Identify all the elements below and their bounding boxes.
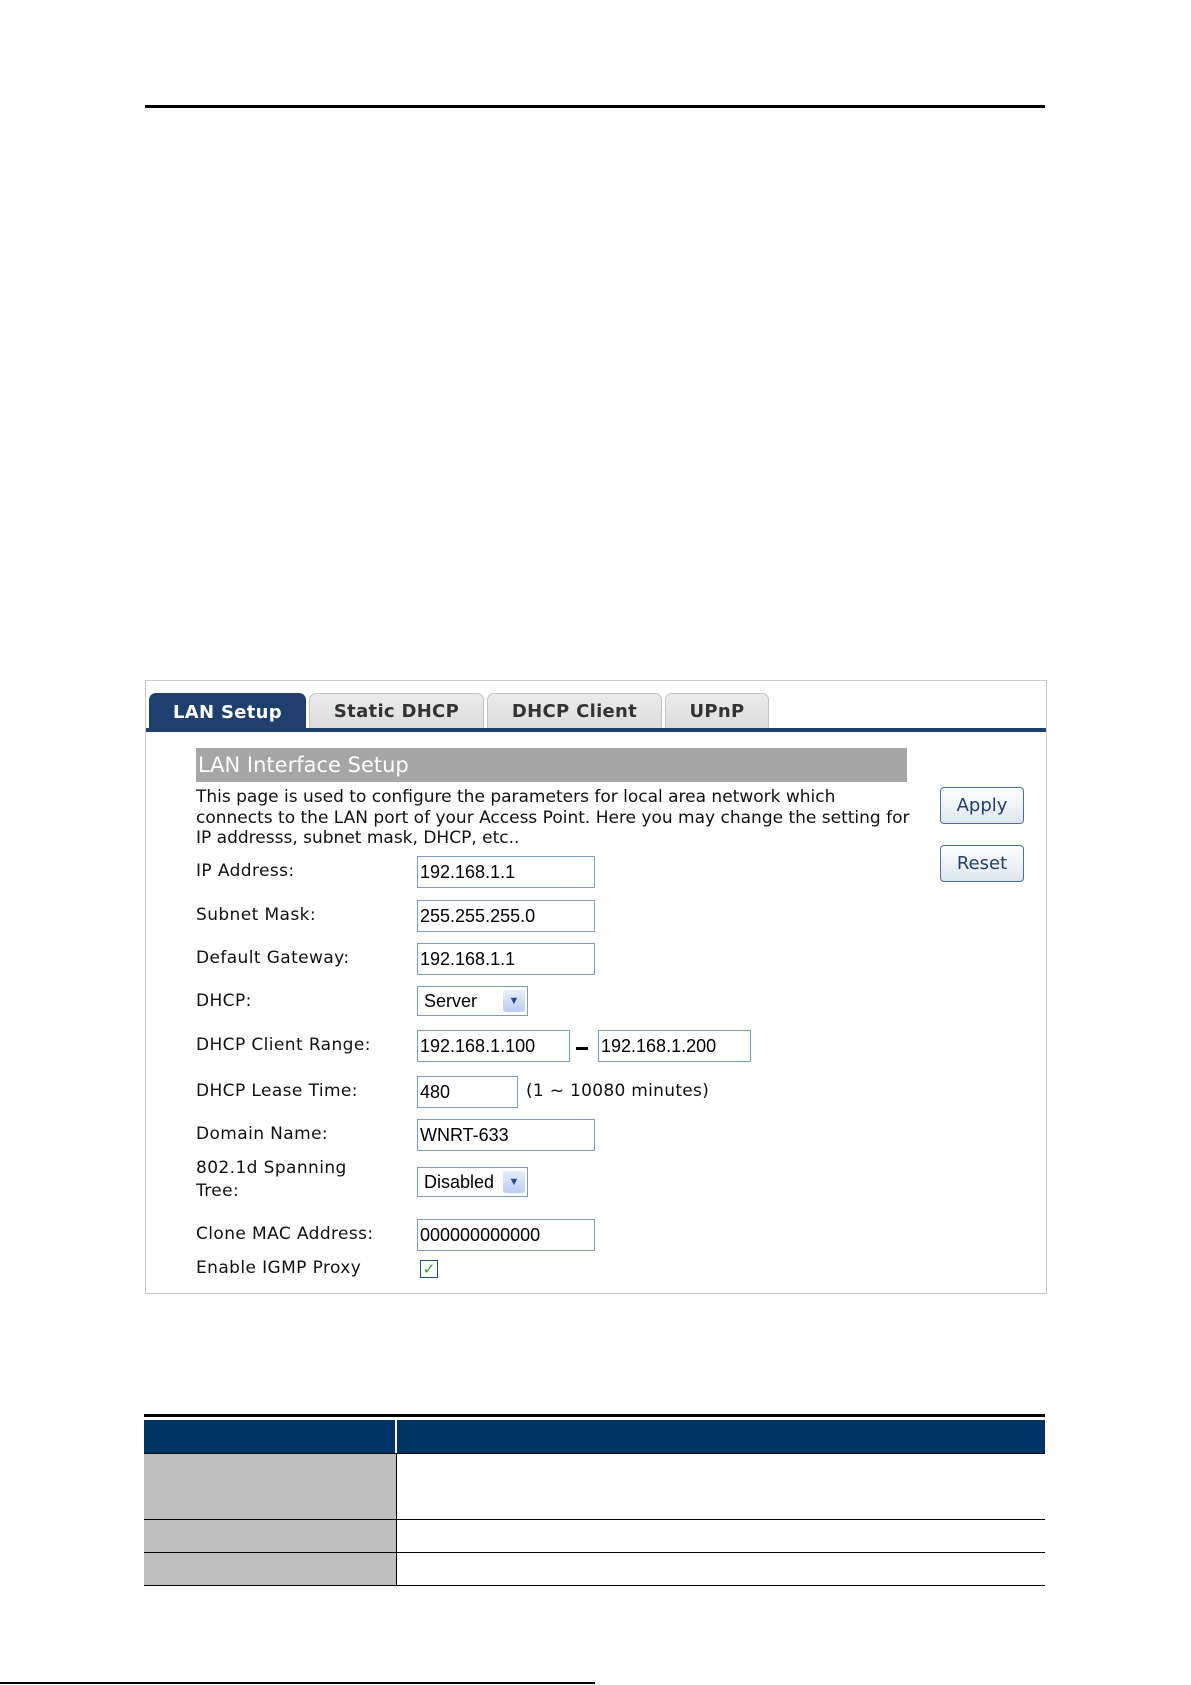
dhcp-label: DHCP:: [196, 991, 252, 1011]
tab-upnp[interactable]: UPnP: [665, 693, 769, 729]
default-gateway-input[interactable]: 192.168.1.1: [417, 943, 595, 975]
lease-time-hint: (1 ~ 10080 minutes): [526, 1081, 710, 1101]
dhcp-range-start-input[interactable]: 192.168.1.100: [417, 1030, 570, 1062]
table-col-divider: [396, 1553, 397, 1585]
reset-button[interactable]: Reset: [940, 845, 1024, 882]
default-gateway-label: Default Gateway:: [196, 948, 350, 968]
subnet-mask-label: Subnet Mask:: [196, 905, 316, 925]
spanning-tree-label-line1: 802.1d Spanning: [196, 1158, 347, 1178]
tab-dhcp-client[interactable]: DHCP Client: [487, 693, 662, 729]
chevron-down-icon[interactable]: ▼: [503, 990, 525, 1012]
spanning-tree-label-line2: Tree:: [196, 1181, 240, 1201]
footnote-rule: [0, 1682, 595, 1684]
table-bottom-rule: [144, 1585, 1045, 1586]
table-row: [144, 1454, 396, 1519]
section-title: LAN Interface Setup: [196, 748, 907, 782]
spanning-tree-select[interactable]: [417, 1167, 528, 1197]
dhcp-select-value: Server: [424, 991, 478, 1011]
table-header-divider: [395, 1420, 397, 1453]
checkmark-icon: ✓: [422, 1260, 436, 1278]
table-row: [144, 1553, 396, 1585]
lan-setup-panel: [145, 680, 1047, 1294]
dhcp-lease-time-input[interactable]: 480: [417, 1076, 518, 1108]
table-col-divider: [396, 1454, 397, 1519]
igmp-proxy-label: Enable IGMP Proxy: [196, 1258, 362, 1278]
spanning-tree-select-value: Disabled: [424, 1172, 495, 1192]
table-top-rule: [144, 1414, 1045, 1417]
clone-mac-label: Clone MAC Address:: [196, 1224, 374, 1244]
clone-mac-input[interactable]: 000000000000: [417, 1219, 595, 1251]
dhcp-lease-time-label: DHCP Lease Time:: [196, 1081, 358, 1101]
apply-button[interactable]: Apply: [940, 787, 1024, 824]
tab-bar-underline: [146, 728, 1046, 732]
tab-static-dhcp[interactable]: Static DHCP: [309, 693, 484, 729]
domain-name-label: Domain Name:: [196, 1124, 329, 1144]
dhcp-select[interactable]: [417, 986, 528, 1016]
range-separator: [576, 1047, 588, 1050]
table-row: [144, 1520, 396, 1552]
table-header: [144, 1420, 1045, 1453]
table-col-divider: [396, 1520, 397, 1552]
ip-address-label: IP Address:: [196, 861, 295, 881]
ip-address-input[interactable]: 192.168.1.1: [417, 856, 595, 888]
page-top-rule: [145, 105, 1045, 108]
subnet-mask-input[interactable]: 255.255.255.0: [417, 900, 595, 932]
chevron-down-icon[interactable]: ▼: [503, 1171, 525, 1193]
section-description: This page is used to configure the parameters for local area network which connects to the LAN port of your Access Point. Here you may change the setting for IP addresss, subnet mask, DHCP, etc..: [196, 787, 910, 848]
dhcp-range-end-input[interactable]: 192.168.1.200: [598, 1030, 751, 1062]
igmp-proxy-checkbox[interactable]: [420, 1260, 438, 1278]
dhcp-client-range-label: DHCP Client Range:: [196, 1035, 371, 1055]
tab-lan-setup[interactable]: LAN Setup: [149, 693, 306, 731]
spanning-tree-label: [196, 1157, 347, 1203]
domain-name-input[interactable]: WNRT-633: [417, 1119, 595, 1151]
